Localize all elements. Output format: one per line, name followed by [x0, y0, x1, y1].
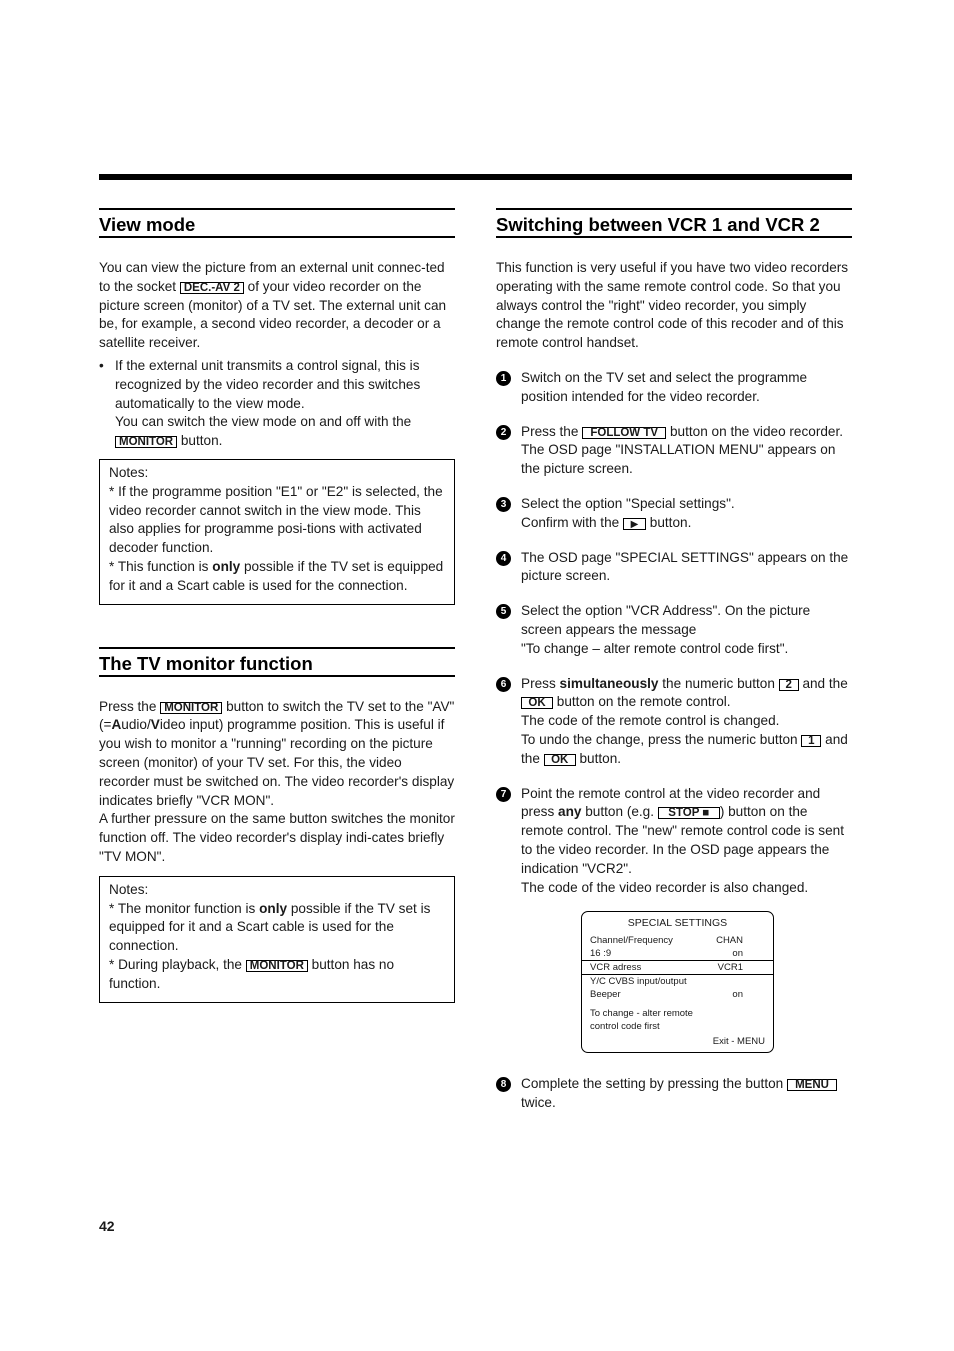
- step-number: 8: [496, 1077, 511, 1092]
- tv-monitor-paragraph-2: A further pressure on the same button switches the monitor function off. The video recorder's display indi-cates briefly "TV MON".: [99, 811, 455, 864]
- osd-exit-hint: Exit - MENU: [712, 1036, 765, 1048]
- step-number: 6: [496, 677, 511, 692]
- osd-row-channel: Channel/Frequency CHAN: [590, 935, 743, 947]
- step-7: 7 Point the remote control at the video recorder and press any button (e.g. STOP ■ ) button on the remote control. The "new" remote control code is sent to the video recorder. In the OSD page appears the indication "VCR2". The code of the video recorder is also changed.: [496, 785, 852, 898]
- numeric-2-key: 2: [779, 679, 799, 691]
- step-number: 5: [496, 604, 511, 619]
- step-3: 3 Select the option "Special settings". Confirm with the ▶ button.: [496, 495, 852, 533]
- osd-message: To change - alter remote: [590, 1008, 693, 1020]
- tv-monitor-title: The TV monitor function: [99, 647, 455, 677]
- osd-row-yc: Y/C CVBS input/output: [590, 976, 687, 988]
- step-number: 3: [496, 497, 511, 512]
- osd-message-2: control code first: [590, 1021, 660, 1033]
- vcr-switch-title: Switching between VCR 1 and VCR 2: [496, 208, 852, 238]
- osd-row-beeper: Beeper on: [590, 989, 743, 1001]
- step-2: 2 Press the FOLLOW TV button on the video recorder. The OSD page "INSTALLATION MENU" appears on the picture screen.: [496, 423, 852, 479]
- note-1: * The monitor function is only possible if the TV set is equipped for it and a Scart cable is used for the connection.: [109, 900, 431, 954]
- view-mode-notes-box: [99, 459, 455, 605]
- menu-key: MENU: [787, 1079, 837, 1091]
- step-5: 5 Select the option "VCR Address". On the picture screen appears the message "To change – alter remote control code first".: [496, 602, 852, 658]
- view-mode-bullet: • If the external unit transmits a control signal, this is recognized by the video recorder and this switches automatically to the view mode. You can switch the view mode on and off with the MONITOR button.: [99, 357, 455, 451]
- osd-row-vcr-address: VCR adress VCR1: [590, 962, 743, 974]
- view-mode-intro: You can view the picture from an external unit connec-ted to the socket DEC.-AV 2 of your video recorder on the picture screen (monitor) of a TV set. The external unit can be, for example, a second video recorder, a decoder or a satellite receiver.: [99, 260, 447, 351]
- step-number: 2: [496, 425, 511, 440]
- osd-special-settings-screen: [581, 911, 774, 1053]
- ok-key: OK: [544, 754, 576, 766]
- right-column: [496, 208, 852, 1113]
- stop-key: STOP ■: [658, 807, 720, 819]
- notes-label: Notes:: [109, 464, 149, 480]
- vcr-switch-intro: This function is very useful if you have two video recorders operating with the same remote control code. So that you always control the "right" video recorder, you simply change the remote control code of this recoder and of this remote control handset.: [496, 260, 849, 351]
- tv-monitor-paragraph: Press the MONITOR button to switch the TV set to the "AV" (=Audio/Video input) programme position. This is useful if you wish to monitor a "running" recording on the picture screen (monitor) of your TV set. For this, the video recorder must be switched on. The video recorder's display indicates briefly "VCR MON".: [99, 698, 455, 808]
- note-2: * During playback, the MONITOR button has no function.: [109, 956, 395, 991]
- ok-key: OK: [521, 697, 553, 709]
- page-number: 42: [99, 1218, 115, 1234]
- dec-av2-key: DEC.-AV 2: [180, 282, 244, 294]
- step-number: 1: [496, 371, 511, 386]
- step-6: 6 Press simultaneously the numeric button 2 and the OK button on the remote control. The code of the remote control is changed. To undo the change, press the numeric button 1 and the OK button.: [496, 675, 852, 769]
- view-mode-title: View mode: [99, 208, 455, 238]
- play-right-key: ▶: [623, 518, 646, 530]
- note-2: * This function is only possible if the TV set is equipped for it and a Scart cable is used for the connection.: [109, 558, 444, 593]
- bullet-dot: •: [99, 357, 104, 373]
- osd-row-aspect: 16 :9 on: [590, 948, 743, 960]
- follow-tv-key: FOLLOW TV: [582, 427, 666, 439]
- numeric-1-key: 1: [801, 735, 821, 747]
- tv-monitor-notes-box: [99, 876, 455, 1003]
- top-rule: [99, 174, 852, 180]
- step-8: 8 Complete the setting by pressing the button MENU twice.: [496, 1075, 852, 1113]
- step-number: 7: [496, 787, 511, 802]
- monitor-key: MONITOR: [246, 960, 308, 972]
- monitor-key: MONITOR: [115, 436, 177, 448]
- step-1: 1 Switch on the TV set and select the programme position intended for the video recorder.: [496, 369, 852, 407]
- note-1: * If the programme position "E1" or "E2" is selected, the video recorder cannot switch in the view mode. This also applies for programme posi-tions with activated decoder function.: [109, 483, 443, 556]
- notes-label: Notes:: [109, 881, 149, 897]
- left-column: [99, 208, 455, 1003]
- step-4: 4 The OSD page "SPECIAL SETTINGS" appears on the picture screen.: [496, 549, 852, 587]
- monitor-key: MONITOR: [160, 702, 222, 714]
- step-number: 4: [496, 551, 511, 566]
- osd-title: SPECIAL SETTINGS: [627, 917, 728, 930]
